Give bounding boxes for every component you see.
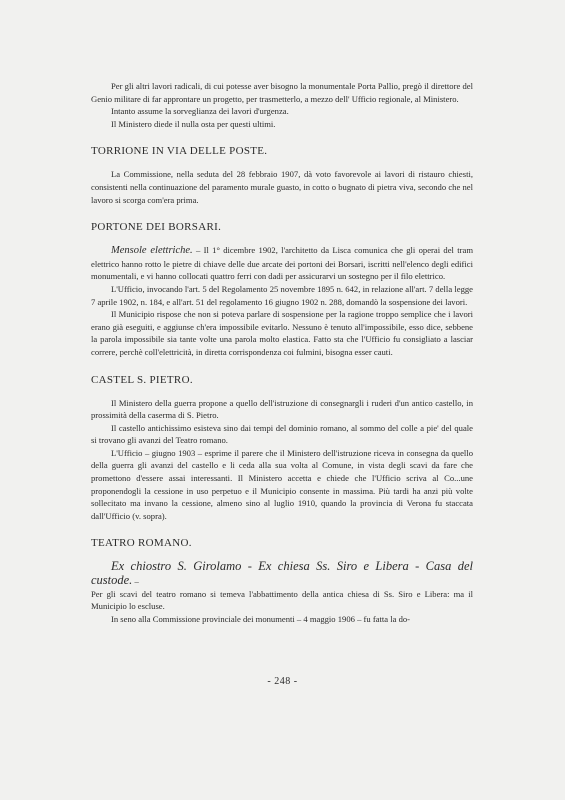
castel-paragraph-1: Il Ministero della guerra propone a quello dell'istruzione di consegnargli i ruderi d'un antico castello, in prossimità della caserma di S. Pietro.: [91, 397, 473, 421]
intro-paragraph-2: Intanto assume la sorveglianza dei lavori d'urgenza.: [111, 106, 289, 117]
teatro-paragraph-2: In seno alla Commissione provinciale dei monumenti – 4 maggio 1906 – fu fatta la do-: [111, 613, 411, 624]
portone-paragraph-1: [91, 244, 473, 283]
portone-paragraph-1-text: – Il 1° dicembre 1902, l'architetto da Lisca comunica che gli operai del tram elettrico hanno rotto le pietre di chiave delle due arcate dei portoni dei Borsari, iscritti nell'elenco degli edifici monumentali, e vi hanno collocati quattro ferri con dadi per assicurarvi un sostegno per il filo elettrico.: [91, 245, 473, 282]
portone-paragraph-3: Il Municipio rispose che non si poteva parlare di sospensione per la ragione troppo semplice che i lavori erano già eseguiti, e aggiunse ch'era impossibile evitarlo. Nessuno è tenuto all'impossibile, esso dice, sebbene la parola impossibile sia tante volte una parola molto elastica. Fatto sta che l'Ufficio fu consigliato a lasciar correre, perchè coll'elettricità, in diretta corrispondenza coi fulmini, bisogna esser cauti.: [91, 309, 473, 357]
section-heading-portone: PORTONE DEI BORSARI.: [91, 221, 222, 234]
teatro-subheading-line: [91, 560, 473, 587]
page-number: - 248 -: [267, 676, 298, 687]
castel-paragraph-2: Il castello antichissimo esisteva sino dai tempi del dominio romano, al sommo del colle a pie' del quale si trovano gli avanzi del Teatro romano.: [91, 422, 473, 446]
castel-paragraph-3: L'Ufficio – giugno 1903 – esprime il parere che il Ministero dell'istruzione riceva in consegna da quello della guerra gli avanzi del castello e li ceda alla sua volta al Comune, in vista degli scavi da fare che promettono d'essere assai interessanti. Il Ministero accetta e chiede che l'Ufficio scriva al Co...une proponendogli la cessione in uso perpetuo e il Municipio consente in massima. Più tardi ha anzi più volte sollecitato ma invano la cessione, almeno sino al luglio 1910, quando la provincia di Verona fu staccata dall'Ufficio (v. sopra).: [91, 447, 473, 521]
torrione-paragraph-1: La Commissione, nella seduta del 28 febbraio 1907, dà voto favorevole ai lavori di ristauro chiesti, consistenti nella continuazione del paramento murale guasto, in cotto o bugnato di pietra viva, secondo che nel lavoro si scorga com'era prima.: [91, 169, 473, 205]
intro-paragraph-1: Per gli altri lavori radicali, di cui potesse aver bisogno la monumentale Porta Pallio, pregò il direttore del Genio militare di far approntare un progetto, per trasmetterlo, a mezzo dell' Ufficio regionale, al Ministero.: [91, 81, 473, 104]
section-heading-teatro: TEATRO ROMANO.: [91, 537, 192, 550]
page-body: [91, 80, 473, 625]
portone-subheading: Mensole elettriche.: [111, 245, 193, 257]
intro-paragraph-3: Il Ministero diede il nulla osta per questi ultimi.: [111, 118, 276, 129]
portone-paragraph-2: L'Ufficio, invocando l'art. 5 del Regolamento 25 novembre 1895 n. 642, in relazione all'art. 7 della legge 7 aprile 1902, n. 184, e all'art. 51 del regolamento 16 giugno 1902 n. 288, domandò la sospensione dei lavori.: [91, 283, 473, 307]
teatro-subheading: Ex chiostro S. Girolamo - Ex chiesa Ss. Siro e Libera - Casa del custode.: [91, 559, 473, 588]
teatro-subheading-dash: –: [132, 576, 139, 587]
section-heading-castel: CASTEL S. PIETRO.: [91, 373, 193, 386]
teatro-paragraph-1: Per gli scavi del teatro romano si temeva l'abbattimento della antica chiesa di Ss. Siro e Libera: ma il Municipio lo escluse.: [91, 588, 473, 612]
section-heading-torrione: TORRIONE IN VIA DELLE POSTE.: [91, 145, 268, 158]
